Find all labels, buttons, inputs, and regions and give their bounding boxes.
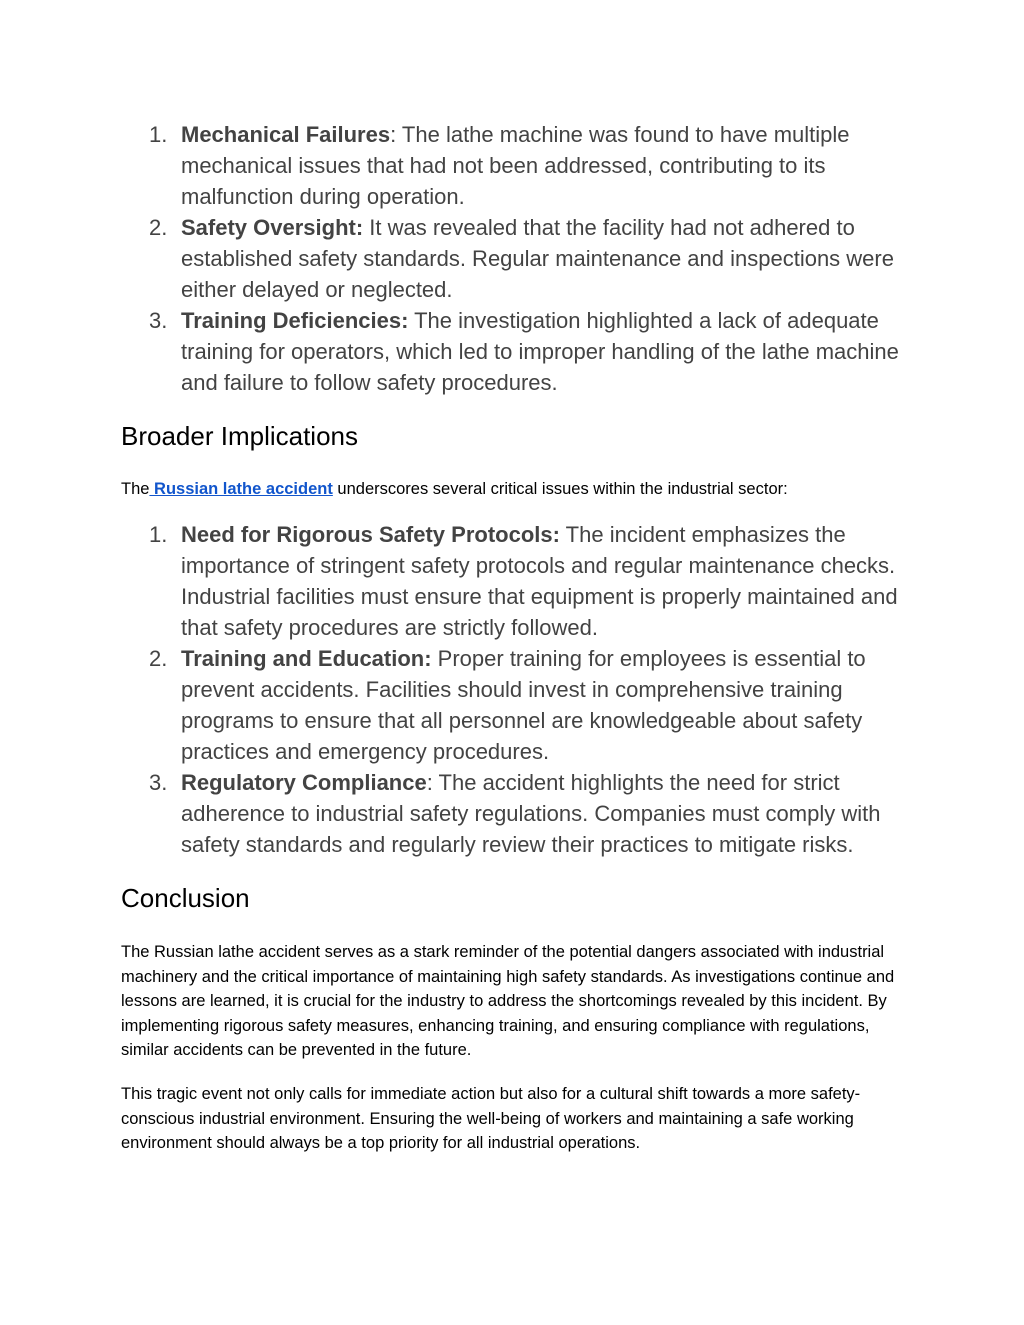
list-number: 3. (149, 770, 168, 796)
list-item-text: : The lathe machine was found to have multiple mechanical issues that had not been addressed, contributing to its malfunction during operation. (181, 122, 850, 209)
list-item-term: Training and Education: (181, 646, 432, 672)
conclusion-heading: Conclusion (121, 883, 250, 914)
list-item-term: Mechanical Failures (181, 122, 391, 147)
list-number: 1. (149, 122, 168, 147)
list-item (121, 767, 906, 860)
list-item-term: Need for Rigorous Safety Protocols: (181, 522, 560, 548)
document-page (121, 119, 906, 1156)
intro-text-before: The (121, 480, 150, 498)
list-item (121, 212, 906, 305)
list-item-text: : The accident highlights the need for strict adherence to industrial safety regulations. Companies must comply with safety standards and regularly review their practices to mitigate risks. (181, 770, 881, 858)
list-item (121, 643, 906, 767)
list-item-term: Training Deficiencies: (181, 308, 409, 333)
list-item (121, 119, 906, 212)
implications-list (121, 519, 906, 860)
list-number: 2. (149, 215, 168, 240)
list-item-text: It was revealed that the facility had not adhered to established safety standards. Regular maintenance and inspections were either delayed or neglected. (181, 215, 894, 302)
list-number: 2. (149, 646, 168, 672)
conclusion-paragraph-2: This tragic event not only calls for immediate action but also for a cultural shift towards a more safety-conscious industrial environment. Ensuring the well-being of workers and maintaining a safe working environment should always be a top priority for all industrial operations. (121, 1085, 861, 1153)
list-item (121, 305, 906, 398)
list-item-term: Safety Oversight: (181, 215, 364, 240)
conclusion-paragraph-1: The Russian lathe accident serves as a stark reminder of the potential dangers associated with industrial machinery and the critical importance of maintaining high safety standards. As investigations continue and lessons are learned, it is crucial for the industry to address the shortcomings revealed by this incident. By implementing rigorous safety measures, enhancing training, and ensuring compliance with regulations, similar accidents can be prevented in the future. (121, 943, 895, 1060)
list-number: 3. (149, 308, 168, 333)
list-number: 1. (149, 522, 168, 548)
findings-list (121, 119, 906, 398)
russian-lathe-accident-link[interactable]: Russian lathe accident (149, 480, 333, 498)
broader-implications-heading: Broader Implications (121, 421, 358, 451)
list-item-text: The investigation highlighted a lack of adequate training for operators, which led to improper handling of the lathe machine and failure to follow safety procedures. (181, 308, 899, 395)
list-item-term: Regulatory Compliance (181, 770, 427, 796)
list-item (121, 519, 906, 643)
list-item-text: The incident emphasizes the importance of stringent safety protocols and regular maintenance checks. Industrial facilities must ensure that equipment is properly maintained and that safety procedures are strictly followed. (181, 522, 898, 641)
broader-intro-paragraph (121, 477, 906, 501)
list-item-text: Proper training for employees is essential to prevent accidents. Facilities should invest in comprehensive training programs to ensure that all personnel are knowledgeable about safety practices and emergency procedures. (181, 646, 866, 765)
intro-text-after: underscores several critical issues within the industrial sector: (332, 480, 788, 498)
